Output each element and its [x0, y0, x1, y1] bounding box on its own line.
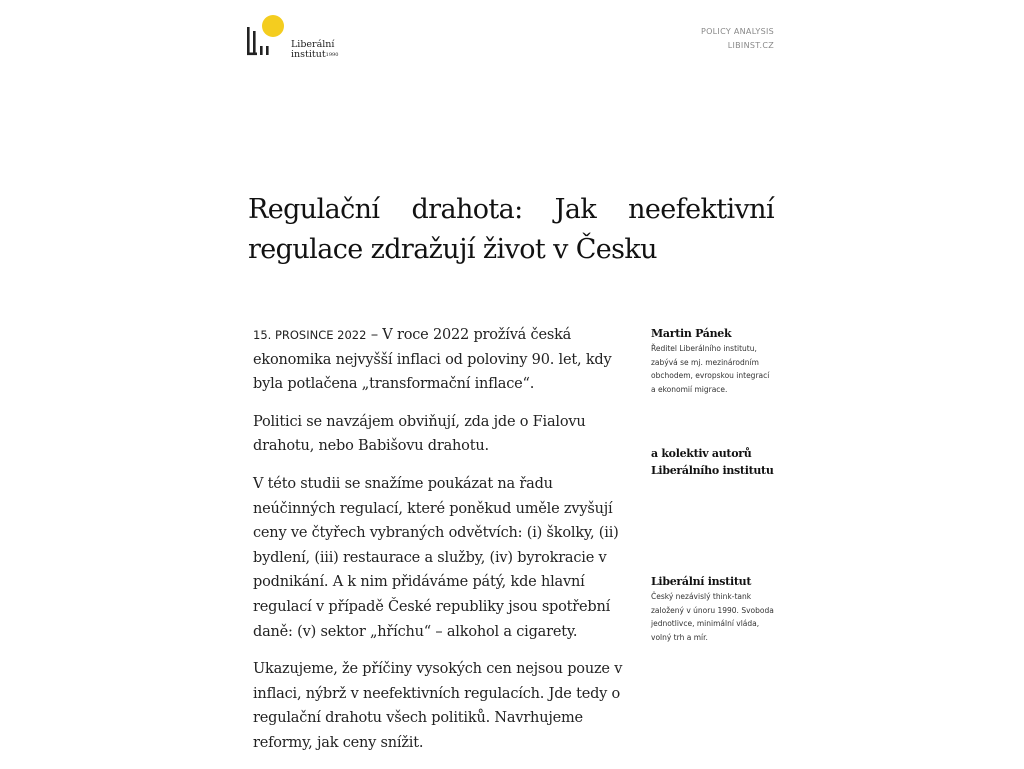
organization-block — [651, 573, 776, 644]
date-label: 15. PROSINCE 2022 — [253, 328, 367, 342]
main-text — [253, 323, 628, 769]
author-block — [651, 325, 776, 396]
paragraph-1-text: – V roce 2022 prožívá česká ekonomika nejvyšší inflaci od poloviny 90. let, kdy byla potlačena „transformační inflace“. — [253, 327, 612, 393]
logo-line-2: institut — [291, 49, 326, 60]
collective-block — [651, 445, 791, 479]
paragraph-4: Ukazujeme, že příčiny vysokých cen nejsou pouze v inflaci, nýbrž v neefektivních regulacích. Jde tedy o regulační drahotu všech politiků. Navrhujeme reformy, jak ceny snížit. — [253, 661, 623, 751]
logo-mark-icon — [246, 15, 286, 60]
logo-text — [291, 40, 338, 60]
author-description: Ředitel Liberálního institutu, zabývá se mj. mezinárodním obchodem, evropskou integrací a ekonomií migrace. — [651, 344, 770, 394]
document-title: Regulační drahota: Jak neefektivní regulace zdražují život v Česku — [248, 194, 774, 265]
site-link[interactable]: LIBINST.CZ — [727, 41, 774, 50]
section-label: POLICY ANALYSIS — [700, 27, 774, 36]
paragraph-1 — [253, 323, 628, 397]
paragraph-2: Politici se navzájem obviňují, zda jde o Fialovu drahotu, nebo Babišovu drahotu. — [253, 413, 586, 455]
logo-year: 1990 — [325, 52, 339, 58]
logo-line-1: Liberální — [291, 39, 335, 50]
organization-name: Liberální institut — [651, 575, 752, 588]
collective-authors: a kolektiv autorů Liberálního institutu — [651, 447, 774, 477]
header-meta — [701, 25, 774, 53]
logo — [246, 15, 366, 60]
paragraph-3: V této studii se snažíme poukázat na řadu neúčinných regulací, které poněkud uměle zvyšují ceny ve čtyřech vybraných odvětvích: (i) školky, (ii) bydlení, (iii) restaurace a služby, (iv) byrokracie v podnikání. A k nim přidáváme pátý, kde hlavní regulací v případě České republiky jsou spotřební daně: (v) sektor „hříchu“ – alkohol a cigarety. — [253, 475, 619, 640]
organization-description: Český nezávislý think-tank založený v únoru 1990. Svoboda jednotlivce, minimální vláda, volný trh a mír. — [651, 592, 774, 642]
author-name: Martin Pánek — [651, 327, 732, 340]
